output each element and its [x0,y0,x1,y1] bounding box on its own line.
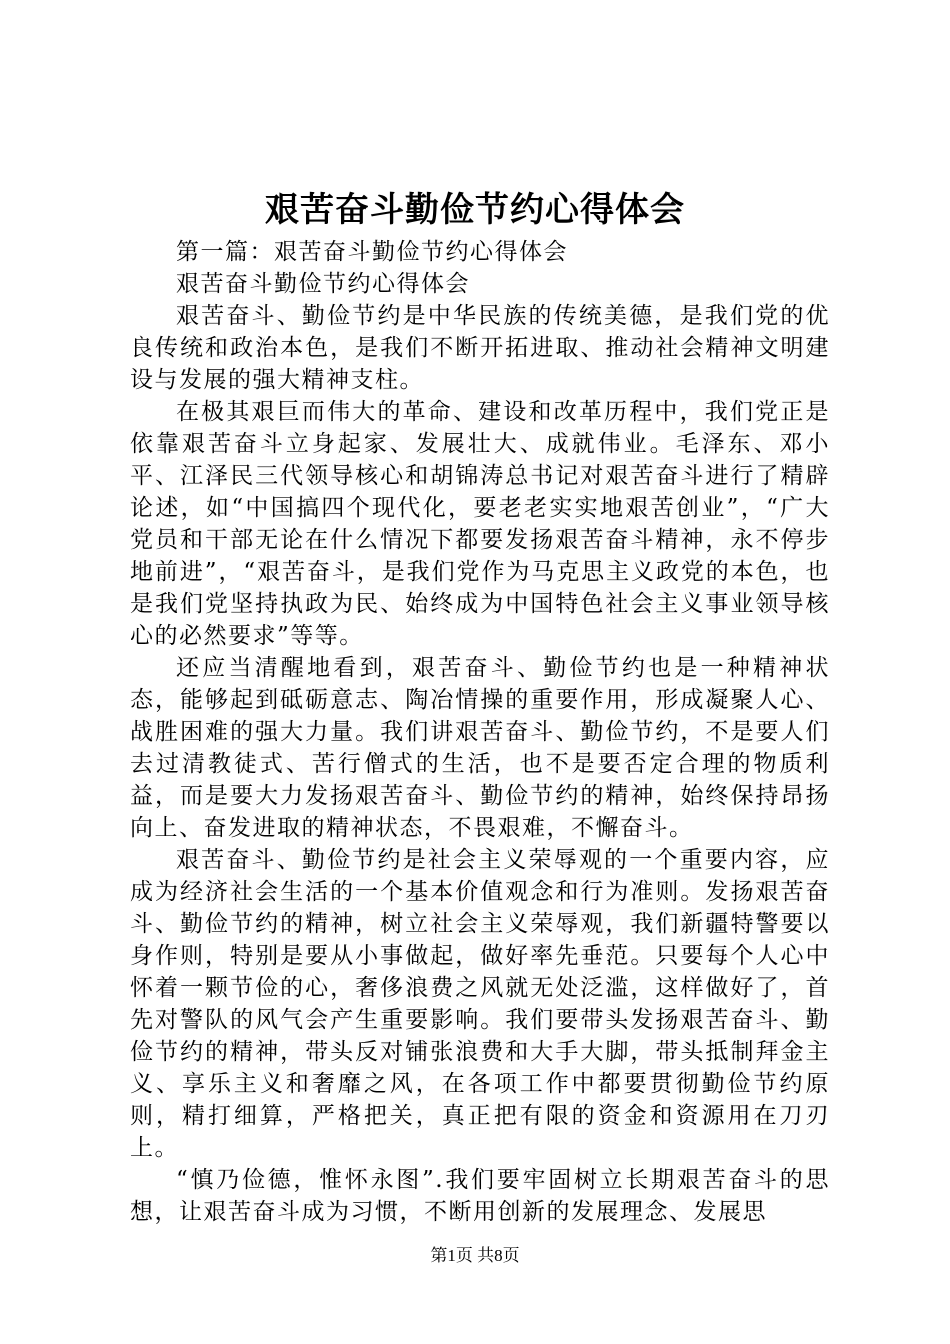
body-paragraph: 在极其艰巨而伟大的革命、建设和改革历程中，我们党正是依靠艰苦奋斗立身起家、发展壮大、成就伟业。毛泽东、邓小平、江泽民三代领导核心和胡锦涛总书记对艰苦奋斗进行了精辟论述，如“中国搞四个现代化，要老老实实地艰苦创业”，“广大党员和干部无论在什么情况下都要发扬艰苦奋斗精神，永不停步地前进”，“艰苦奋斗，是我们党作为马克思主义政党的本色，也是我们党坚持执政为民、始终成为中国特色社会主义事业领导核心的必然要求”等等。 [130,399,830,649]
subtitle: 艰苦奋斗勤俭节约心得体会 [176,271,470,297]
body-paragraph: 艰苦奋斗、勤俭节约是社会主义荣辱观的一个重要内容，应成为经济社会生活的一个基本价值观念和行为准则。发扬艰苦奋斗、勤俭节约的精神，树立社会主义荣辱观，我们新疆特警要以身作则，特别是要从小事做起，做好率先垂范。只要每个人心中怀着一颗节俭的心，奢侈浪费之风就无处泛滥，这样做好了，首先对警队的风气会产生重要影响。我们要带头发扬艰苦奋斗、勤俭节约的精神，带头反对铺张浪费和大手大脚，带头抵制拜金主义、享乐主义和奢靡之风，在各项工作中都要贯彻勤俭节约原则，精打细算，严格把关，真正把有限的资金和资源用在刀刃上。 [130,847,830,1161]
body-paragraph: 还应当清醒地看到，艰苦奋斗、勤俭节约也是一种精神状态，能够起到砥砺意志、陶冶情操的重要作用，形成凝聚人心、战胜困难的强大力量。我们讲艰苦奋斗、勤俭节约，不是要人们去过清教徒式、苦行僧式的生活，也不是要否定合理的物质利益，而是要大力发扬艰苦奋斗、勤俭节约的精神，始终保持昂扬向上、奋发进取的精神状态，不畏艰难，不懈奋斗。 [130,655,830,841]
section-heading: 第一篇：艰苦奋斗勤俭节约心得体会 [176,239,568,265]
document-title: 艰苦奋斗勤俭节约心得体会 [265,190,685,230]
page-footer: 第1页 共8页 [430,1246,520,1265]
document-body [130,236,830,1228]
body-paragraph: “慎乃俭德，惟怀永图”.我们要牢固树立长期艰苦奋斗的思想，让艰苦奋斗成为习惯，不断用创新的发展理念、发展思 [130,1167,830,1225]
body-paragraph: 艰苦奋斗、勤俭节约是中华民族的传统美德，是我们党的优良传统和政治本色，是我们不断开拓进取、推动社会精神文明建设与发展的强大精神支柱。 [130,303,830,393]
